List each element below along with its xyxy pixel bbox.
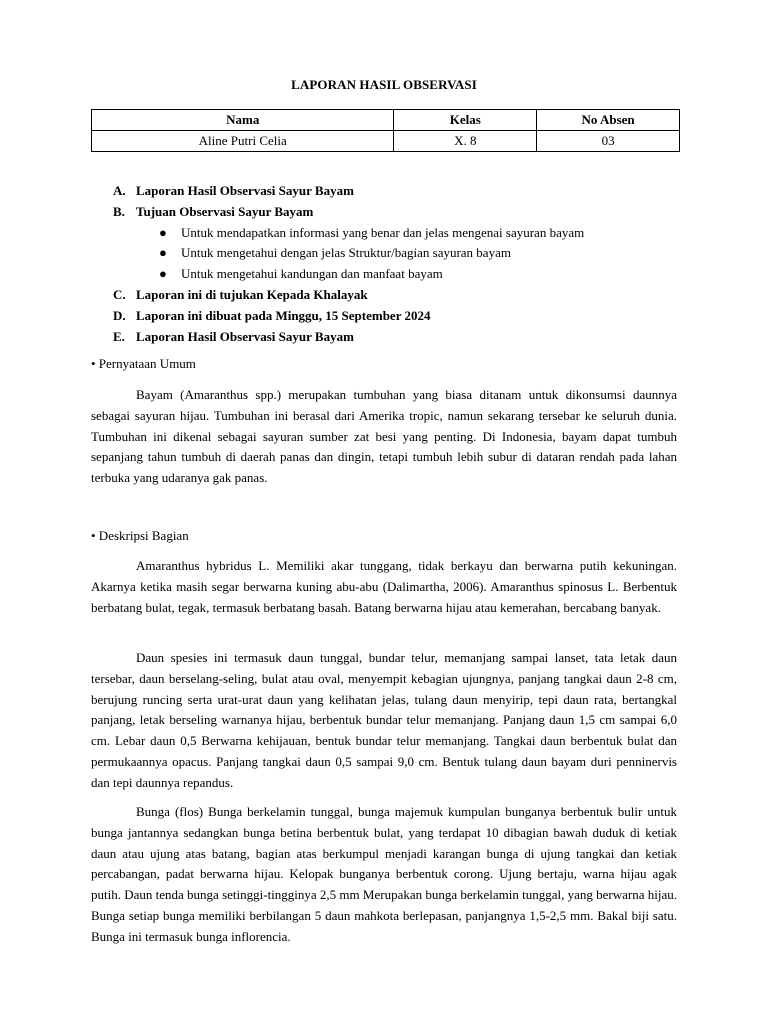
bullet-icon: ● bbox=[159, 224, 167, 240]
outline-letter: C. bbox=[113, 286, 126, 302]
bullet-icon: ● bbox=[159, 245, 167, 261]
bullet-text: Untuk mendapatkan informasi yang benar dan jelas mengenai sayuran bayam bbox=[181, 224, 585, 240]
paragraph-akar-batang: Amaranthus hybridus L. Memiliki akar tunggang, tidak berkayu dan berwarna putih kekuningan. Akarnya ketika masih segar berwarna kuning abu-abu (Dalimartha, 2006). Amaranthus spinosus L. Berbentuk berbatang bulat, tegak, termasuk berbatang basah. Batang berwarna hijau atau kemerahan, bercabang banyak. bbox=[91, 558, 677, 615]
page-title: LAPORAN HASIL OBSERVASI bbox=[291, 77, 477, 92]
outline-item-e bbox=[91, 327, 691, 348]
outline-item-b bbox=[91, 202, 691, 285]
bullet-text: Untuk mengetahui dengan jelas Struktur/bagian sayuran bayam bbox=[181, 245, 511, 261]
paragraph-pernyataan-umum: Bayam (Amaranthus spp.) merupakan tumbuhan yang biasa ditanam untuk dikonsumsi daunnya sebagai sayuran hijau. Tumbuhan ini berasal dari Amerika tropic, namun sekarang tersebar ke seluruh dunia. Tumbuhan ini dikenal sebagai sayuran sumber zat besi yang penting. Di Indonesia, bayam dapat tumbuh sepanjang tahun tumbuh di daerah panas dan dingin, tetapi tumbuh lebih subur di dataran rendah pada lahan terbuka yang udaranya gak panas. bbox=[91, 387, 677, 486]
outline-list bbox=[91, 181, 691, 347]
list-item bbox=[136, 223, 691, 244]
bullet-text: Untuk mengetahui kandungan dan manfaat bayam bbox=[181, 266, 443, 282]
outline-letter: A. bbox=[113, 183, 126, 198]
outline-text: Laporan ini di tujukan Kepada Khalayak bbox=[136, 286, 368, 302]
table-header-row bbox=[92, 110, 680, 131]
student-info-table bbox=[91, 109, 680, 152]
cell-nama: Aline Putri Celia bbox=[92, 131, 394, 152]
cell-no-absen: 03 bbox=[537, 131, 680, 152]
outline-item-c bbox=[91, 285, 691, 306]
bullet-icon: ● bbox=[159, 266, 167, 282]
outline-text: Laporan Hasil Observasi Sayur Bayam bbox=[136, 183, 354, 198]
cell-kelas: X. 8 bbox=[394, 131, 537, 152]
table-row bbox=[92, 131, 680, 152]
objective-bullets bbox=[136, 223, 691, 285]
outline-text: Laporan ini dibuat pada Minggu, 15 September 2024 bbox=[136, 307, 431, 323]
outline-text: Laporan Hasil Observasi Sayur Bayam bbox=[136, 328, 354, 344]
paragraph-bunga: Bunga (flos) Bunga berkelamin tunggal, bunga majemuk kumpulan bunganya berbentuk bulir untuk bunga jantannya sedangkan bunga betina berbentuk bulat, yang terdapat 10 dibagian bawah duduk di ketiak daun atau ujung atas batang, bagian atas berkumpul menjadi karangan bunga di ujung tangkai dan ketiak percabangan, padat berwarna hijau. Kelopak bunganya berbentuk corong. Ujung bertaju, warna hijau agak putih. Daun tenda bunga setinggi-tingginya 2,5 mm Merupakan bunga berkelamin tunggal, yang berwarna hijau. Bunga setiap bunga memiliki berbilangan 5 daun mahkota berlepasan, panjangnya 1,5-2,5 mm. Bakal biji satu. Bunga ini termasuk bunga inflorencia. bbox=[91, 804, 677, 944]
header-kelas: Kelas bbox=[394, 110, 537, 131]
outline-letter: D. bbox=[113, 307, 126, 323]
list-item bbox=[136, 243, 691, 264]
outline-item-d bbox=[91, 306, 691, 327]
outline-text: Tujuan Observasi Sayur Bayam bbox=[136, 203, 314, 219]
paragraph-daun: Daun spesies ini termasuk daun tunggal, bundar telur, memanjang sampai lanset, tata letak daun tersebar, daun berselang-seling, bulat atau oval, menyempit kebagian ujungnya, panjang tangkai daun 2-8 cm, berujung runcing serta urat-urat daun yang kelihatan jelas, tulang daun menyirip, tepi daun rata, bertangkal panjang, letak berseling warnanya hijau, berbentuk bundar telur memanjang. Panjang daun 1,5 cm sampai 6,0 cm. Lebar daun 0,5 Berwarna kehijauan, bentuk bundar telur memanjang. Tangkai daun berbentuk bulat dan permukaannya opacus. Panjang tangkai daun 0,5 sampai 9,0 cm. Bentuk tulang daun bayam duri penninervis dan tepi daunnya repandus. bbox=[91, 650, 677, 790]
list-item bbox=[136, 264, 691, 285]
header-nama: Nama bbox=[92, 110, 394, 131]
header-no-absen: No Absen bbox=[537, 110, 680, 131]
outline-letter: E. bbox=[113, 328, 125, 344]
outline-letter: B. bbox=[113, 203, 125, 219]
section-heading-pernyataan-umum: • Pernyataan Umum bbox=[91, 356, 196, 371]
section-heading-deskripsi-bagian: • Deskripsi Bagian bbox=[91, 528, 189, 543]
outline-item-a bbox=[91, 181, 691, 202]
